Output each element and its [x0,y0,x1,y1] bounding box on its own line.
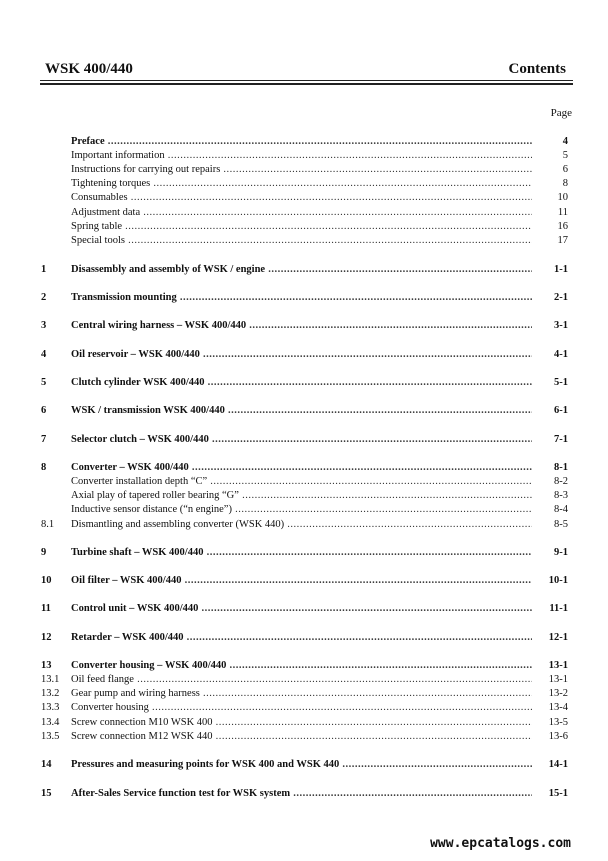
toc-title: Control unit – WSK 400/440 ..... [71,602,549,616]
toc-number: 13 [41,660,52,671]
toc-title: After-Sales Service function test for WSK system ..... [71,787,549,801]
toc-row[interactable] [0,220,608,234]
toc-page-number: 11 [532,206,568,220]
toc-page-number: 13-1 [532,673,568,687]
toc-number: 14 [41,759,52,770]
toc-number: 9 [41,547,47,558]
toc-title: Special tools ..... [71,234,549,248]
toc-page-number: 8-5 [532,518,568,532]
toc-title: Oil reservoir – WSK 400/440 ..... [71,348,549,362]
toc-page-number: 13-2 [532,687,568,701]
toc-title: Selector clutch – WSK 400/440 ..... [71,433,549,447]
toc-page-number: 17 [532,234,568,248]
toc-row[interactable] [0,489,608,503]
toc-row[interactable] [0,701,608,715]
toc-number: 8.1 [41,519,55,530]
toc-page-number: 8-1 [532,461,568,475]
toc-row[interactable] [0,263,608,277]
toc-title: Axial play of tapered roller bearing “G” ..... [71,489,549,503]
toc-title: Dismantling and assembling converter (WSK 440) ..... [71,518,549,532]
toc-number: 13.3 [41,702,60,713]
toc-number: 2 [41,292,47,303]
toc-page-number: 13-4 [532,701,568,715]
toc-title: Clutch cylinder WSK 400/440 ..... [71,376,549,390]
toc-row[interactable] [0,234,608,248]
toc-page-number: 5-1 [532,376,568,390]
toc-title: Converter housing ..... [71,701,549,715]
toc-number: 15 [41,788,52,799]
toc-row[interactable] [0,319,608,333]
toc-page-number: 4-1 [532,348,568,362]
toc-title: Oil feed flange ..... [71,673,549,687]
toc-number: 13.4 [41,717,60,728]
toc-page-number: 6-1 [532,404,568,418]
toc-page-number: 10-1 [532,574,568,588]
toc-page-number: 12-1 [532,631,568,645]
toc-row[interactable] [0,546,608,560]
toc-title: Pressures and measuring points for WSK 400 and WSK 440 ..... [71,758,549,772]
toc-title: Central wiring harness – WSK 400/440 ..... [71,319,549,333]
toc-title: Oil filter – WSK 400/440 ..... [71,574,549,588]
header-rule-bottom [40,83,573,85]
toc-row[interactable] [0,659,608,673]
toc-number: 1 [41,264,47,275]
toc-title: Spring table ..... [71,220,549,234]
toc-title: WSK / transmission WSK 400/440 ..... [71,404,549,418]
toc-title: Tightening torques ..... [71,177,549,191]
toc-row[interactable] [0,461,608,475]
toc-number: 13.2 [41,688,60,699]
toc-row[interactable] [0,602,608,616]
toc-title: Disassembly and assembly of WSK / engine ..... [71,263,549,277]
toc-title: Converter – WSK 400/440 ..... [71,461,549,475]
toc-row[interactable] [0,135,608,149]
toc-title: Screw connection M10 WSK 400 ..... [71,716,549,730]
toc-title: Screw connection M12 WSK 440 ..... [71,730,549,744]
toc-row[interactable] [0,191,608,205]
toc-number: 4 [41,349,47,360]
toc-row[interactable] [0,518,608,532]
toc-title: Adjustment data ..... [71,206,549,220]
toc-title: Important information ..... [71,149,549,163]
toc-title: Converter housing – WSK 400/440 ..... [71,659,549,673]
toc-page-number: 7-1 [532,433,568,447]
toc-page-number: 10 [532,191,568,205]
header-rule-top [40,80,573,81]
toc-number: 13.5 [41,731,60,742]
toc-row[interactable] [0,716,608,730]
toc-page-number: 8 [532,177,568,191]
toc-page-number: 1-1 [532,263,568,277]
toc-page-number: 9-1 [532,546,568,560]
toc-number: 13.1 [41,674,60,685]
toc-row[interactable] [0,291,608,305]
toc-row[interactable] [0,177,608,191]
toc-number: 8 [41,462,47,473]
toc-row[interactable] [0,163,608,177]
toc-page-number: 8-2 [532,475,568,489]
watermark: www.epcatalogs.com [430,836,571,851]
toc-row[interactable] [0,376,608,390]
toc-row[interactable] [0,758,608,772]
toc-row[interactable] [0,404,608,418]
toc-row[interactable] [0,475,608,489]
toc-page-number: 13-1 [532,659,568,673]
toc-number: 7 [41,434,47,445]
toc-title: Transmission mounting ..... [71,291,549,305]
toc-title: Turbine shaft – WSK 400/440 ..... [71,546,549,560]
toc-title: Instructions for carrying out repairs ..... [71,163,549,177]
toc-number: 3 [41,320,47,331]
toc-page-number: 15-1 [532,787,568,801]
toc-title: Consumables ..... [71,191,549,205]
toc-row[interactable] [0,433,608,447]
toc-title: Inductive sensor distance (“n engine”) ..... [71,503,549,517]
toc-page-number: 8-4 [532,503,568,517]
toc-number: 5 [41,377,47,388]
toc-page-number: 11-1 [532,602,568,616]
toc-page-number: 13-6 [532,730,568,744]
toc-row[interactable] [0,673,608,687]
toc-page-number: 8-3 [532,489,568,503]
toc-title: Converter installation depth “C” ..... [71,475,549,489]
toc-title: Gear pump and wiring harness ..... [71,687,549,701]
header-title-right: Contents [508,61,566,77]
toc-page-number: 13-5 [532,716,568,730]
page-column-label: Page [550,107,572,119]
toc-row[interactable] [0,348,608,362]
toc-page-number: 5 [532,149,568,163]
toc-row[interactable] [0,574,608,588]
toc-row[interactable] [0,631,608,645]
toc-number: 12 [41,632,52,643]
toc-page-number: 6 [532,163,568,177]
toc-number: 10 [41,575,52,586]
toc-title: Retarder – WSK 400/440 ..... [71,631,549,645]
toc-row[interactable] [0,503,608,517]
toc-page-number: 16 [532,220,568,234]
toc-page-number: 14-1 [532,758,568,772]
toc-number: 11 [41,603,51,614]
toc-page-number: 4 [532,135,568,149]
toc-row[interactable] [0,687,608,701]
toc-page-number: 3-1 [532,319,568,333]
toc-title: Preface ..... [71,135,549,149]
header-title-left: WSK 400/440 [45,61,133,77]
toc-number: 6 [41,405,47,416]
toc-row[interactable] [0,206,608,220]
toc-row[interactable] [0,149,608,163]
toc-row[interactable] [0,730,608,744]
toc-row[interactable] [0,787,608,801]
toc-page-number: 2-1 [532,291,568,305]
